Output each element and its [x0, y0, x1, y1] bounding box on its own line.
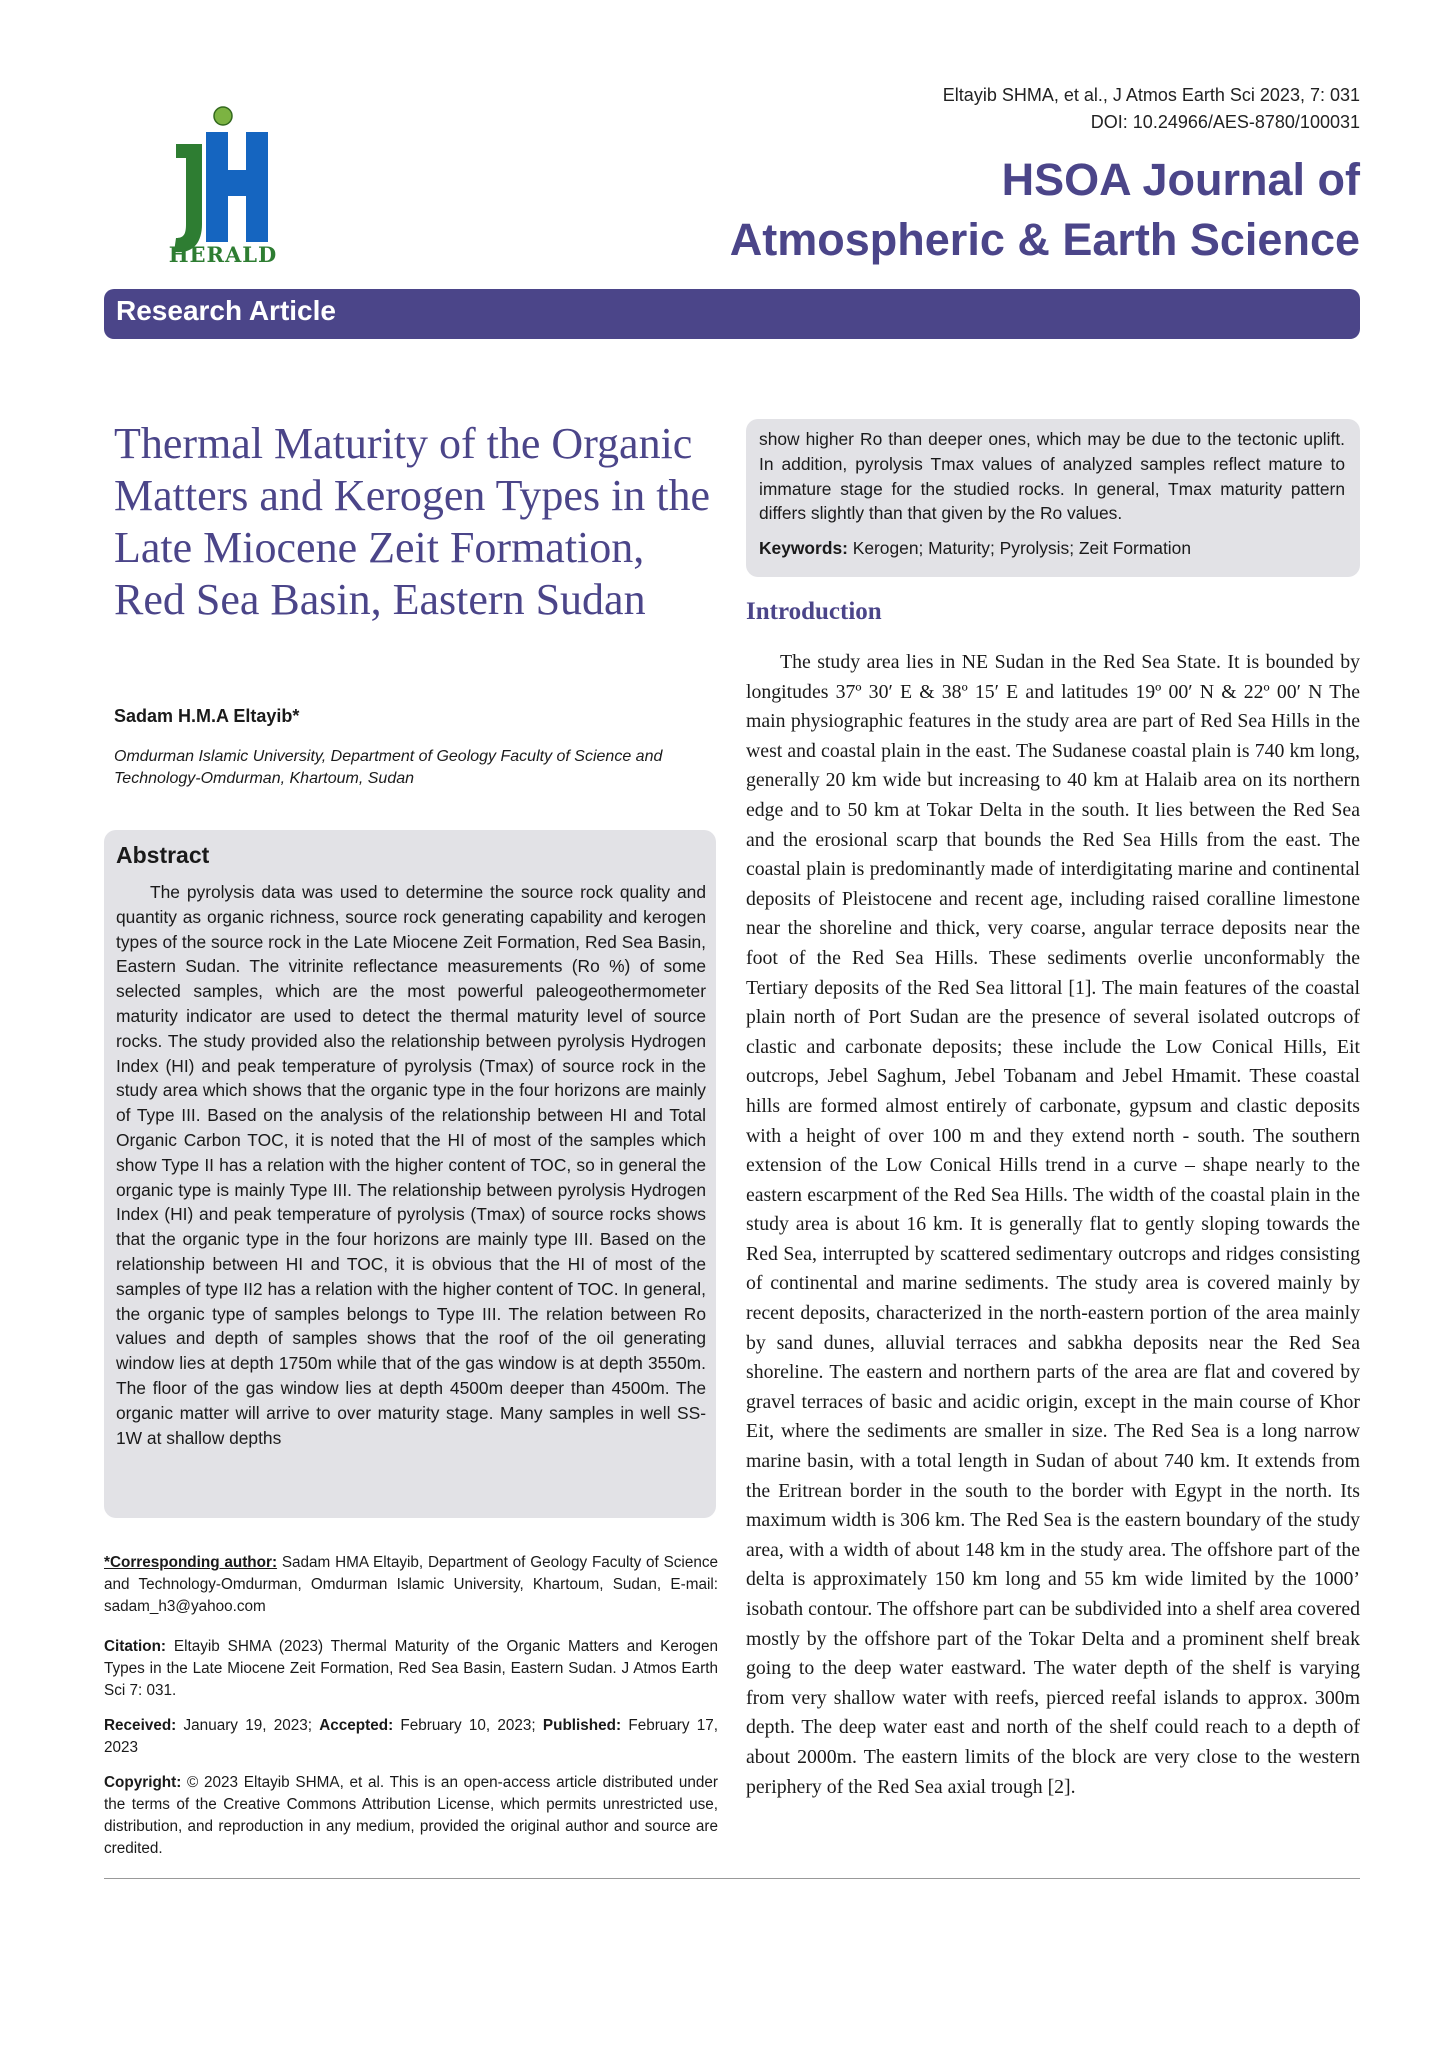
article-type-label: Research Article — [116, 295, 336, 326]
journal-header — [560, 82, 1360, 270]
accepted-label: Accepted: — [319, 1717, 394, 1734]
abstract-continuation-box — [746, 419, 1360, 577]
herald-logo-text: HERALD — [168, 242, 278, 267]
journal-title — [560, 150, 1360, 270]
abstract-box — [104, 830, 716, 1518]
keywords-list: Kerogen; Maturity; Pyrolysis; Zeit Formation — [852, 538, 1192, 558]
received-date: January 19, 2023; — [183, 1717, 312, 1734]
keywords-label: Keywords: — [759, 538, 848, 558]
doi-line[interactable]: DOI: 10.24966/AES-8780/100031 — [1090, 112, 1360, 132]
journal-title-line1: HSOA Journal of — [1001, 154, 1360, 205]
citation-block — [104, 1636, 718, 1702]
corresponding-author-label: *Corresponding author: — [104, 1554, 278, 1571]
accepted-date: February 10, 2023; — [400, 1717, 536, 1734]
published-date: February 17, 2023 — [104, 1717, 719, 1756]
copyright-block — [104, 1772, 718, 1860]
keywords — [759, 538, 1191, 559]
received-label: Received: — [104, 1717, 177, 1734]
copyright-text: © 2023 Eltayib SHMA, et al. This is an open-access article distributed under the terms of the Creative Commons Attribution License, which permits unrestricted use, distribution, and reproduction in any medium, provided the original author and source are credited. — [104, 1774, 719, 1857]
footer-divider — [104, 1878, 1360, 1879]
corresponding-author-text: Sadam HMA Eltayib, Department of Geology Faculty of Science and Technology-Omdurman, Omdurman Islamic University, Khartoum, Sudan, E-mail: sadam_h3@yahoo.com — [104, 1554, 718, 1615]
corresponding-author — [104, 1552, 718, 1618]
published-label: Published: — [542, 1717, 622, 1734]
citation-line: Eltayib SHMA, et al., J Atmos Earth Sci 2023, 7: 031 — [942, 85, 1360, 105]
article-title: Thermal Maturity of the Organic Matters and Kerogen Types in the Late Miocene Zeit Formation, Red Sea Basin, Eastern Sudan — [114, 419, 711, 624]
introduction-text: The study area lies in NE Sudan in the Red Sea State. It is bounded by longitudes 37º 30′ E & 38º 15′ E and latitudes 19º 00′ N & 22º 00′ N The main physiographic features in the study area are part of Red Sea Hills in the west and coastal plain in the east. The Sudanese coastal plain is 740 km long, generally 20 km wide but increasing to 40 km at Halaib area on its northern edge and to 50 km at Tokar Delta in the south. It lies between the Red Sea and the erosional scarp that bounds the Red Sea Hills from the east. The coastal plain is predominantly made of interdigitating marine and continental deposits of Pleistocene and recent age, including raised coralline limestone near the shoreline and thick, very coarse, angular terrace deposits near the foot of the Red Sea Hills. These sediments overlie unconformably the Tertiary deposits of the Red Sea littoral [1]. The main features of the coastal plain north of Port Sudan are the presence of several isolated outcrops of clastic and carbonate deposits; these include the Low Conical Hills, Eit outcrops, Jebel Saghum, Jebel Tobanam and Jebel Hmamit. These coastal hills are formed almost entirely of carbonate, gypsum and clastic deposits with a height of over 100 m and they extend north - south. The southern extension of the Low Conical Hills trend in a curve – shape nearly to the eastern escarpment of the Red Sea Hills. The width of the coastal plain in the study area is about 16 km. It is generally flat to gently sloping towards the Red Sea, interrupted by scattered sedimentary outcrops and ridges consisting of continental and marine sediments. The study area is covered mainly by recent deposits, characterized in the north-eastern portion of the area mainly by sand dunes, alluvial terraces and sabkha deposits near the Red Sea shoreline. The eastern and northern parts of the area are flat and covered by gravel terraces of basic and acidic origin, except in the main course of Khor Eit, where the sediments are smaller in size. The Red Sea is a long narrow marine basin, with a total length in Sudan of about 740 km. It extends from the Eritrean border in the south to the border with Egypt in the north. Its maximum width is 306 km. The Red Sea is the eastern boundary of the study area, with a width of about 148 km in the study area. The offshore part of the delta is approximately 150 km long and 55 km wide limited by the 1000’ isobath contour. The offshore part can be subdivided into a shelf area covered mostly by the offshore part of the Tokar Delta and a prominent shelf break going to the deep water eastward. The water depth of the shelf is varying from very shallow water with reefs, pierced reefal islands to approx. 300m depth. The deep water east and north of the shelf could reach to a depth of about 2000m. The eastern limits of the block are very close to the western periphery of the Red Sea axial trough [2]. — [746, 651, 1360, 1798]
abstract-text: The pyrolysis data was used to determine the source rock quality and quantity as organic richness, source rock generating capability and kerogen types of the source rock in the Late Miocene Zeit Formation, Red Sea Basin, Eastern Sudan. The vitrinite reflectance measurements (Ro %) of some selected samples, which are the most powerful paleogeothermometer maturity indicator are used to detect the thermal maturity level of source rocks. The study provided also the relationship between pyrolysis Hydrogen Index (HI) and peak temperature of pyrolysis (Tmax) of source rock in the study area which shows that the organic type in the four horizons are mainly of Type III. Based on the analysis of the relationship between HI and Total Organic Carbon TOC, it is noted that the HI of most of the samples which show Type II has a relation with the higher content of TOC, so in general the organic type is mainly Type III. The relationship between pyrolysis Hydrogen Index (HI) and peak temperature of pyrolysis (Tmax) of source rocks shows that the organic type in the four horizons are mainly type III. Based on the relationship between HI and TOC, it is obvious that the HI of most of the samples of type II2 has a relation with the higher content of TOC. In general, the organic type of samples belongs to Type III. The relation between Ro values and depth of samples shows that the roof of the oil generating window lies at depth 1750m while that of the gas window is at depth 3550m. The floor of the gas window lies at depth 4500m deeper than 4500m. The organic matter will arrive to over maturity stage. Many samples in well SS-1W at shallow depths — [116, 882, 706, 1448]
author-name: Sadam H.M.A Eltayib* — [114, 706, 300, 726]
abstract-heading: Abstract — [116, 842, 210, 868]
article-type-banner — [104, 289, 1360, 339]
copyright-label: Copyright: — [104, 1774, 182, 1791]
journal-title-line2: Atmospheric & Earth Science — [729, 214, 1360, 265]
citation-label: Citation: — [104, 1638, 167, 1655]
citation-text: Eltayib SHMA (2023) Thermal Maturity of the Organic Matters and Kerogen Types in the Late Miocene Zeit Formation, Red Sea Basin, Eastern Sudan. J Atmos Earth Sci 7: 031. — [104, 1638, 718, 1699]
author-affiliation: Omdurman Islamic University, Department of Geology Faculty of Science and Technology-Omdurman, Khartoum, Sudan — [114, 748, 663, 787]
dates-block — [104, 1715, 718, 1759]
introduction-heading: Introduction — [746, 598, 882, 625]
abstract-continuation-text: show higher Ro than deeper ones, which may be due to the tectonic uplift. In addition, pyrolysis Tmax values of analyzed samples reflect mature to immature stage for the studied rocks. In general, Tmax maturity pattern differs slightly than that given by the Ro values. — [759, 429, 1345, 524]
